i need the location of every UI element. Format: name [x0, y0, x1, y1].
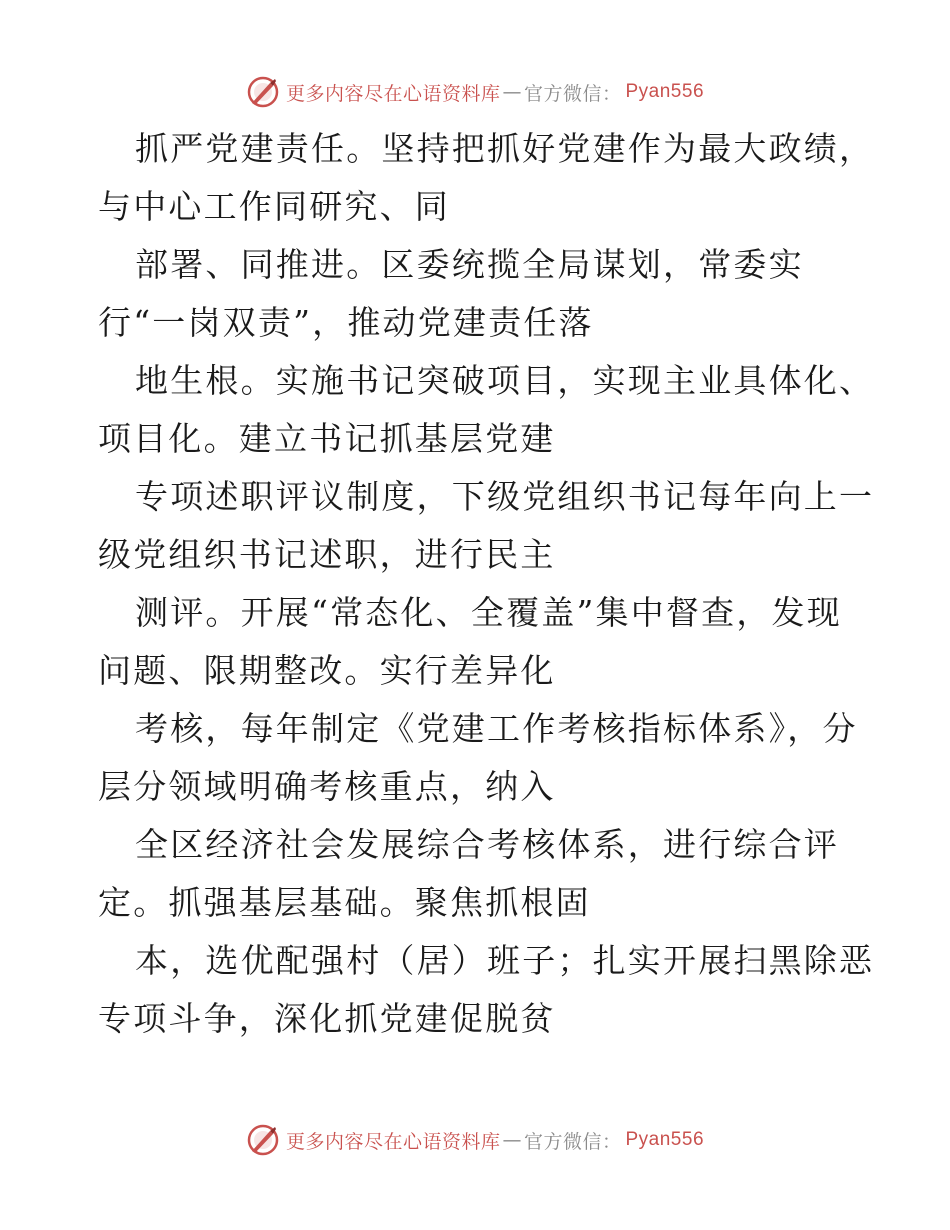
- watermark-site: 更多内容尽在心语资料库: [285, 82, 501, 105]
- watermark-label: 官方微信：: [523, 1130, 622, 1153]
- watermark-label: 官方微信：: [523, 82, 622, 105]
- text-line: 测评。开展“常态化、全覆盖”集中督查，发现: [135, 593, 842, 632]
- quill-circle-logo-icon: [246, 75, 280, 109]
- watermark-id: Pyan556: [625, 81, 705, 102]
- watermark-separator: —: [502, 81, 522, 103]
- text-line: 专项述职评议制度，下级党组织书记每年向上一: [135, 477, 875, 516]
- text-line: 抓严党建责任。坚持把抓好党建作为最大政绩，: [135, 129, 875, 168]
- text-line: 全区经济社会发展综合考核体系，进行综合评: [135, 825, 839, 864]
- header-watermark: [0, 72, 950, 112]
- text-line: 项目化。建立书记抓基层党建: [98, 419, 556, 458]
- text-line: 级党组织书记述职，进行民主: [98, 535, 556, 574]
- watermark-site: 更多内容尽在心语资料库: [285, 1130, 501, 1153]
- text-line: 行“一岗双责”，推动党建责任落: [98, 303, 594, 342]
- text-line: 与中心工作同研究、同: [98, 187, 450, 226]
- quill-circle-logo-icon: [246, 1123, 280, 1157]
- text-line: 部署、同推进。区委统揽全局谋划，常委实: [135, 245, 804, 284]
- text-line: 层分领域明确考核重点，纳入: [98, 767, 556, 806]
- text-line: 专项斗争，深化抓党建促脱贫: [98, 999, 556, 1038]
- text-line: 地生根。实施书记突破项目，实现主业具体化、: [135, 361, 875, 400]
- text-line: 考核，每年制定《党建工作考核指标体系》，分: [135, 709, 858, 748]
- text-line: 定。抓强基层基础。聚焦抓根固: [98, 883, 591, 922]
- text-line: 本，选优配强村（居）班子；扎实开展扫黑除恶: [135, 941, 875, 980]
- document-body: [98, 120, 875, 1048]
- text-line: 问题、限期整改。实行差异化: [98, 651, 556, 690]
- footer-watermark: [0, 1120, 950, 1160]
- watermark-id: Pyan556: [625, 1129, 705, 1150]
- watermark-separator: —: [502, 1129, 522, 1151]
